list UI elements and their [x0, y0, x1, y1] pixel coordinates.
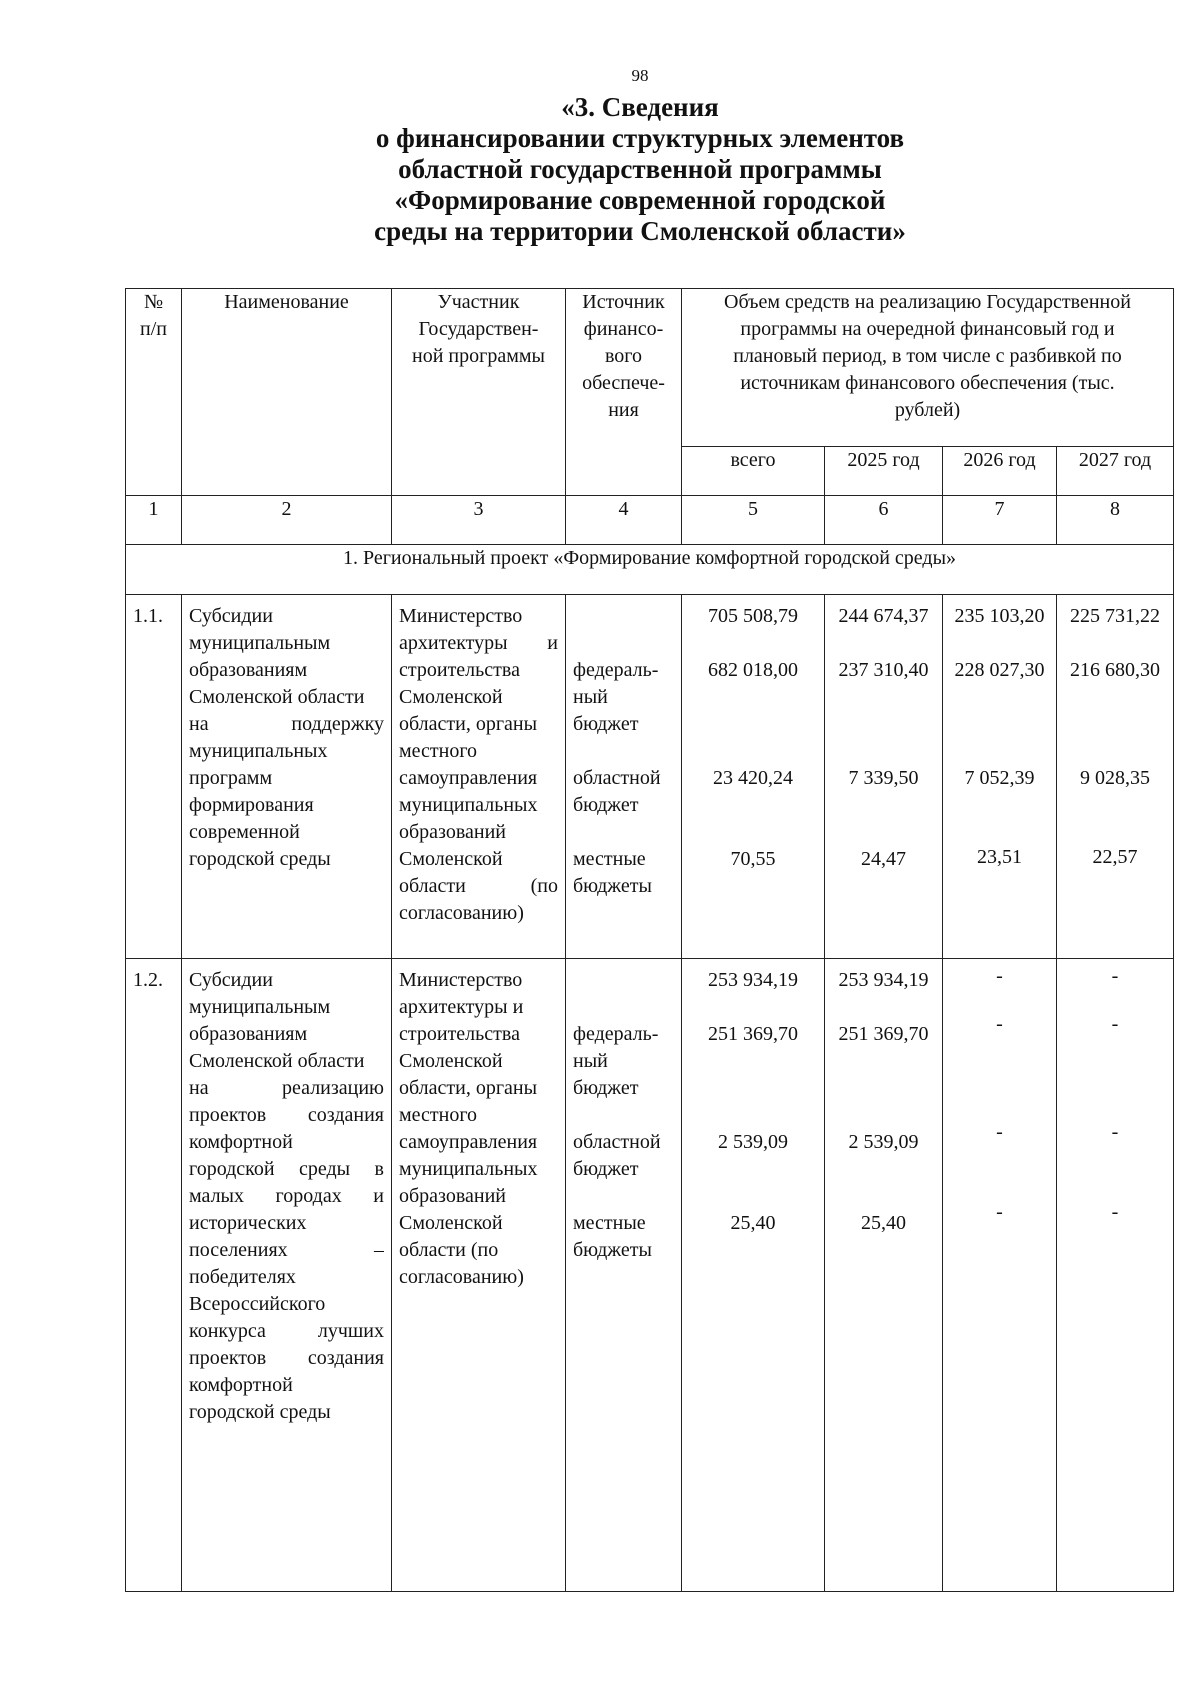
value-total-regional: 2 539,09 [718, 1131, 788, 1153]
column-number: 1 [126, 496, 182, 545]
value-2025-regional: 7 339,50 [848, 767, 919, 789]
title-line: среды на территории Смоленской области» [374, 216, 906, 246]
source-regional: областной бюджет [573, 767, 661, 816]
value-total-regional: 23 420,24 [713, 767, 793, 789]
value-2027-regional: 9 028,35 [1080, 767, 1150, 789]
value-total-local: 25,40 [730, 1212, 776, 1234]
row-2027 [1057, 959, 1174, 1592]
value-total: 705 508,79 [708, 605, 798, 627]
value-2025-federal: 251 369,70 [838, 1023, 929, 1045]
column-numbers-row [126, 496, 1174, 545]
column-number: 4 [566, 496, 682, 545]
value-2026: 235 103,20 [954, 605, 1045, 627]
source-local: местные бюджеты [573, 1212, 652, 1261]
header-2026: 2026 год [943, 447, 1057, 496]
value-total: 253 934,19 [708, 969, 798, 991]
title-line: «Формирование современной городской [394, 185, 886, 215]
row-name: Субсидии муниципальным образованиям Смоленской области на реализацию проектов создания комфортной городской среды в малых городах и исторических поселениях – победителях Всероссийского конкурса лучших проектов создания комфортной городской среды [182, 959, 392, 1592]
source-federal: федераль- ный бюджет [573, 659, 659, 735]
value-2027: 225 731,22 [1070, 605, 1160, 627]
row-participant: Министерство архитектуры и строительства Смоленской области, органы местного самоуправления муниципальных образований Смоленской области (по согласованию) [392, 959, 566, 1592]
source-local: местные бюджеты [573, 848, 652, 897]
value-2026-regional: 7 052,39 [964, 767, 1035, 789]
value-2025-local: 24,47 [861, 848, 906, 870]
table-row [126, 959, 1174, 1592]
source-regional: областной бюджет [573, 1131, 661, 1180]
value-total-local: 70,55 [730, 848, 776, 870]
row-total [682, 595, 825, 959]
value-2025: 244 674,37 [838, 605, 929, 627]
row-2027 [1057, 595, 1174, 959]
value-2025: 253 934,19 [838, 969, 929, 991]
value-2025-regional: 2 539,09 [848, 1131, 919, 1153]
value-2026: - [996, 965, 1003, 987]
header-source: Источник финансо- вого обеспече- ния [566, 289, 682, 496]
row-2025 [825, 959, 943, 1592]
row-number: 1.1. [126, 595, 182, 959]
value-2025-federal: 237 310,40 [838, 659, 929, 681]
header-2025: 2025 год [825, 447, 943, 496]
value-2026-local: 23,51 [977, 846, 1022, 868]
value-2026-federal: - [996, 1013, 1003, 1035]
value-2027-regional: - [1111, 1121, 1119, 1143]
value-2027-local: - [1111, 1201, 1119, 1223]
row-2025 [825, 595, 943, 959]
value-2025-local: 25,40 [861, 1212, 906, 1234]
section-title: 1. Региональный проект «Формирование комфортной городской среды» [126, 545, 1174, 595]
row-2026 [943, 959, 1057, 1592]
title-line: «3. Сведения [561, 92, 719, 122]
value-2027-federal: - [1111, 1013, 1119, 1035]
row-number: 1.2. [126, 959, 182, 1592]
row-participant: Министерство архитектуры и строительства Смоленской области, органы местного самоуправления муниципальных образований Смоленской области (по согласованию) [392, 595, 566, 959]
header-row [126, 289, 1174, 447]
value-2026-federal: 228 027,30 [954, 659, 1045, 681]
value-2026-regional: - [996, 1121, 1003, 1143]
title-line: о финансировании структурных элементов [375, 123, 905, 153]
section-row [126, 545, 1174, 595]
row-2026 [943, 595, 1057, 959]
page-number: 98 [631, 66, 649, 85]
table-row [126, 595, 1174, 959]
document-title [0, 92, 1200, 247]
header-number: № п/п [126, 289, 182, 496]
header-name: Наименование [182, 289, 392, 496]
header-total: всего [682, 447, 825, 496]
financing-table [125, 288, 1174, 1592]
column-number: 2 [182, 496, 392, 545]
source-federal: федераль- ный бюджет [573, 1023, 659, 1099]
value-2026-local: - [996, 1201, 1003, 1223]
header-2027: 2027 год [1057, 447, 1174, 496]
column-number: 6 [825, 496, 943, 545]
value-2027-local: 22,57 [1092, 846, 1138, 868]
value-2027: - [1111, 965, 1119, 987]
title-line: областной государственной программы [398, 154, 882, 184]
column-number: 7 [943, 496, 1057, 545]
header-participant: Участник Государствен- ной программы [392, 289, 566, 496]
column-number: 3 [392, 496, 566, 545]
header-volume: Объем средств на реализацию Государственной программы на очередной финансовый год и плановый период, в том числе с разбивкой по источникам финансового обеспечения (тыс. рублей) [682, 289, 1174, 447]
value-2027-federal: 216 680,30 [1070, 659, 1160, 681]
row-sources [566, 959, 682, 1592]
row-sources [566, 595, 682, 959]
column-number: 8 [1057, 496, 1174, 545]
value-total-federal: 682 018,00 [708, 659, 798, 681]
row-total [682, 959, 825, 1592]
row-name: Субсидии муниципальным образованиям Смоленской области на поддержку муниципальных программ формирования современной городской среды [182, 595, 392, 959]
column-number: 5 [682, 496, 825, 545]
value-total-federal: 251 369,70 [708, 1023, 798, 1045]
